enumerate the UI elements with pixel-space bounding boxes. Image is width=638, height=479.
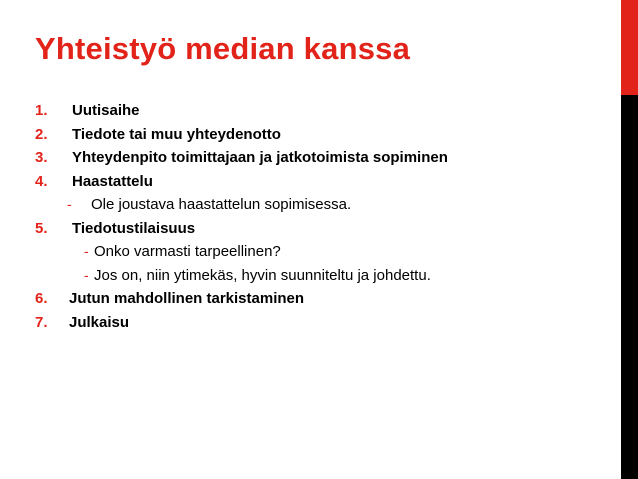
sub-item-text: Ole joustava haastattelun sopimisessa. [91, 196, 352, 213]
accent-bar-red [621, 0, 638, 95]
sub-item-text: Jos on, niin ytimekäs, hyvin suunniteltu ja johdettu. [94, 266, 431, 284]
list-item [35, 217, 615, 241]
sub-list-item [35, 193, 615, 217]
list-item [35, 99, 615, 123]
list-item [35, 170, 615, 194]
item-text: Uutisaihe [72, 102, 140, 119]
item-number: 6. [35, 290, 48, 307]
item-text: Tiedotustilaisuus [72, 219, 196, 237]
item-number: 3. [35, 149, 48, 166]
item-text: Jutun mahdollinen tarkistaminen [69, 290, 305, 307]
sub-item-dash: - [67, 196, 72, 212]
list-item [35, 123, 615, 147]
accent-bar-black [621, 95, 638, 479]
item-number: 5. [35, 219, 48, 237]
sub-item-text: Onko varmasti tarpeellinen? [94, 243, 281, 260]
slide-title: Yhteistyö median kanssa [35, 31, 411, 66]
list-item [35, 311, 615, 335]
sub-list-item [35, 240, 615, 264]
item-number: 1. [35, 102, 48, 119]
sub-item-dash: - [84, 243, 89, 259]
list-item [35, 146, 615, 170]
item-text: Haastattelu [72, 172, 153, 190]
list-item [35, 287, 615, 311]
item-number: 7. [35, 313, 48, 331]
item-number: 2. [35, 125, 48, 143]
item-text: Julkaisu [69, 313, 130, 331]
item-number: 4. [35, 172, 48, 190]
sub-item-dash: - [84, 266, 89, 283]
item-text: Yhteydenpito toimittajaan ja jatkotoimista sopiminen [72, 149, 448, 166]
steps-list [35, 99, 615, 334]
sub-list-item [35, 264, 615, 288]
item-text: Tiedote tai muu yhteydenotto [72, 125, 281, 143]
